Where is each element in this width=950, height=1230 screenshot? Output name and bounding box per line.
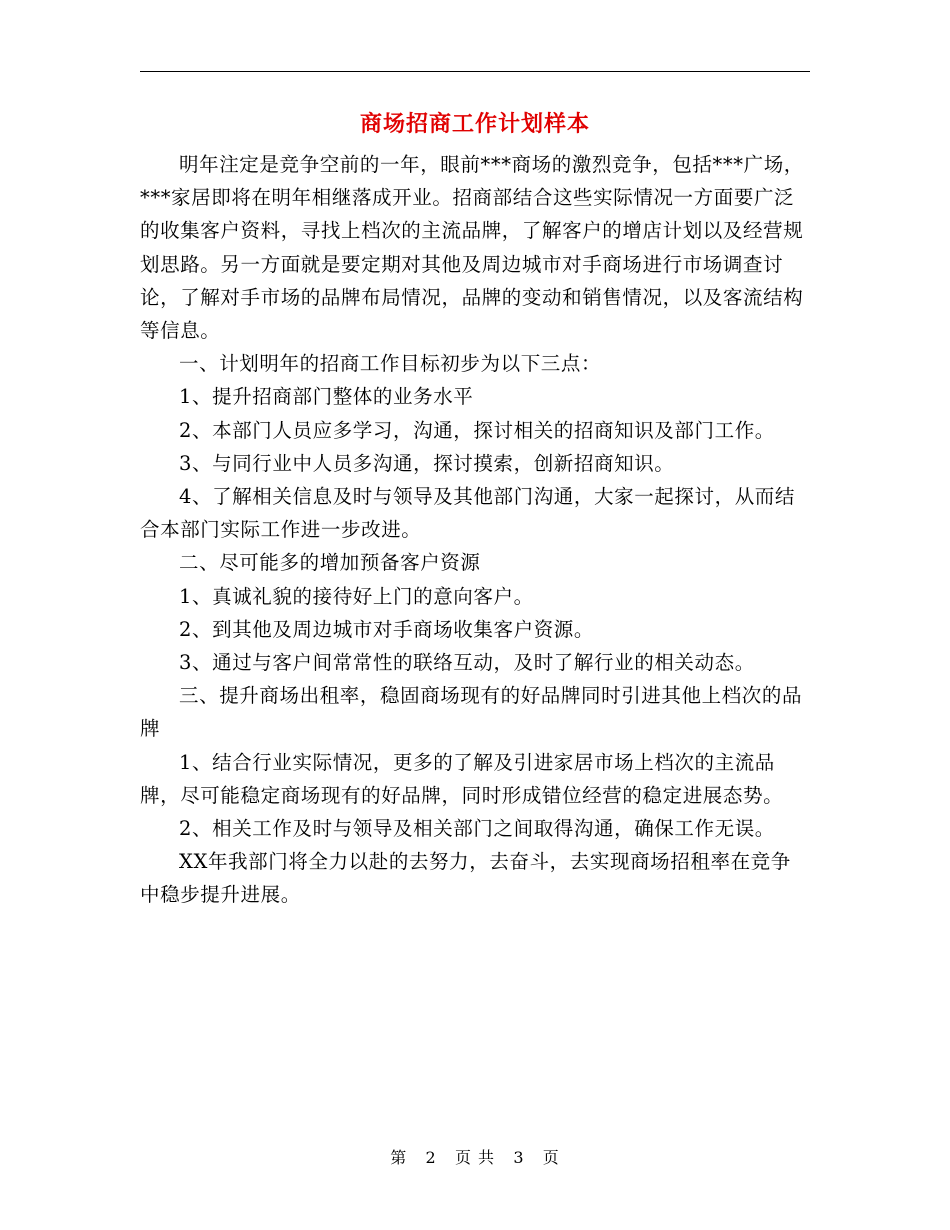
- footer-suffix: 页: [542, 1148, 560, 1167]
- paragraph-section-1-heading: 一、计划明年的招商工作目标初步为以下三点：: [179, 352, 602, 376]
- paragraph-item-3-1: 1、结合行业实际情况，更多的了解及引进家居市场上档次的主流品牌，尽可能稳定商场现有的好品牌，同时形成错位经营的稳定进展态势。: [140, 750, 784, 807]
- footer-total-pages: 3: [513, 1148, 525, 1167]
- header-rule: [140, 71, 810, 72]
- paragraph-item-1-3: 3、与同行业中人员多沟通，探讨摸索，创新招商知识。: [179, 451, 675, 475]
- paragraph-item-2-2: 2、到其他及周边城市对手商场收集客户资源。: [179, 617, 595, 641]
- paragraph-closing: XX年我部门将全力以赴的去努力，去奋斗，去实现商场招租率在竞争中稳步提升进展。: [140, 850, 791, 907]
- paragraph-item-1-4: 4、了解相关信息及时与领导及其他部门沟通，大家一起探讨，从而结合本部门实际工作进一步改进。: [140, 485, 796, 542]
- footer-middle: 页 共: [454, 1148, 496, 1167]
- paragraph-item-1-2: 2、本部门人员应多学习，沟通，探讨相关的招商知识及部门工作。: [179, 418, 775, 442]
- paragraph-item-3-2: 2、相关工作及时与领导及相关部门之间取得沟通，确保工作无误。: [179, 817, 775, 841]
- footer-current-page: 2: [425, 1148, 437, 1167]
- paragraph-item-2-1: 1、真诚礼貌的接待好上门的意向客户。: [179, 584, 534, 608]
- footer-prefix: 第: [390, 1148, 408, 1167]
- paragraph-item-2-3: 3、通过与客户间常常性的联络互动，及时了解行业的相关动态。: [179, 651, 755, 675]
- document-title: 商场招商工作计划样本: [359, 111, 590, 137]
- page-footer: [0, 1146, 950, 1170]
- paragraph-section-3-heading: 三、提升商场出租率，稳固商场现有的好品牌同时引进其他上档次的品牌: [140, 684, 803, 741]
- document-body: [140, 148, 810, 912]
- paragraph-item-1-1: 1、提升招商部门整体的业务水平: [179, 385, 474, 409]
- paragraph-intro: 明年注定是竞争空前的一年，眼前***商场的激烈竞争，包括***广场，***家居即将在明年相继落成开业。招商部结合这些实际情况一方面要广泛的收集客户资料，寻找上档次的主流品牌，了解客户的增店计划以及经营规划思路。另一方面就是要定期对其他及周边城市对手商场进行市场调查讨论，了解对手市场的品牌布局情况，品牌的变动和销售情况，以及客流结构等信息。: [140, 153, 804, 343]
- paragraph-section-2-heading: 二、尽可能多的增加预备客户资源: [179, 551, 481, 575]
